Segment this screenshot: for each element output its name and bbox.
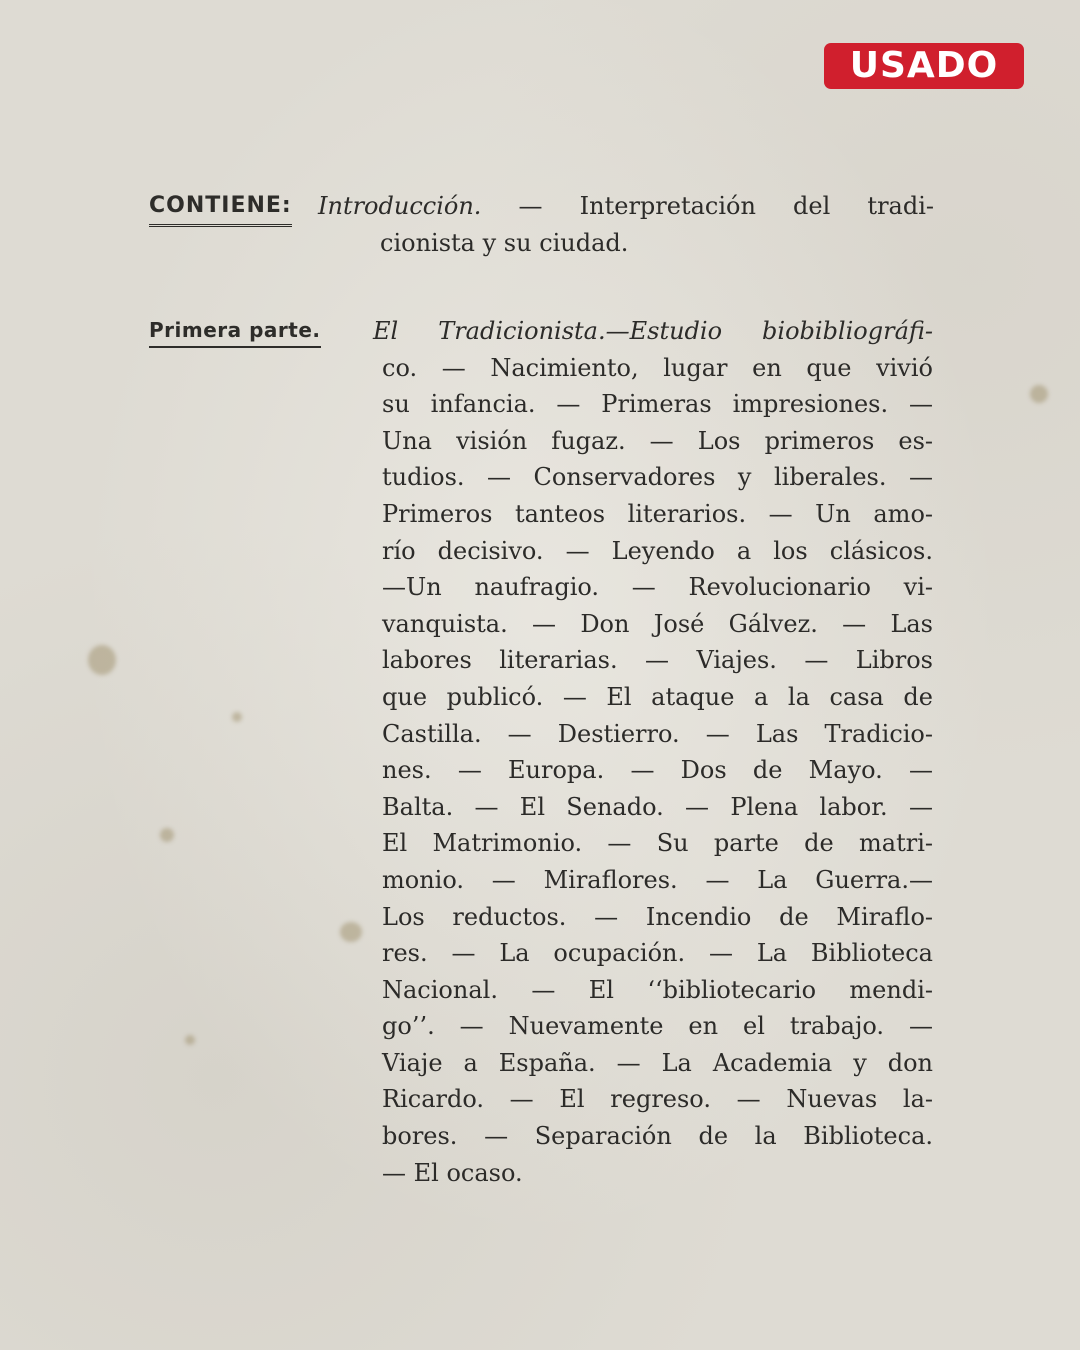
primera-parte-line: vanquista. — Don José Gálvez. — Las <box>382 609 933 638</box>
contiene-label: CONTIENE: <box>149 193 292 227</box>
primera-parte-line: Nacional. — El ‘‘bibliotecario mendi- <box>382 975 933 1004</box>
introduccion-title: Introducción. <box>318 192 482 220</box>
primera-parte-label: Primera parte. <box>149 318 321 348</box>
paper-stain <box>340 922 362 942</box>
primera-parte-line: río decisivo. — Leyendo a los clásicos. <box>382 536 933 565</box>
primera-parte-line: —Un naufragio. — Revolucionario vi- <box>382 573 933 602</box>
primera-parte-line: Los reductos. — Incendio de Miraflo- <box>382 902 933 931</box>
primera-parte-line: bores. — Separación de la Biblioteca. <box>382 1122 933 1151</box>
paper-stain <box>1030 385 1048 403</box>
primera-parte-line: su infancia. — Primeras impresiones. — <box>382 390 933 419</box>
paper-stain <box>88 645 116 675</box>
contiene-line: cionista y su ciudad. <box>380 228 629 257</box>
primera-parte-line: go’’. — Nuevamente en el trabajo. — <box>382 1012 933 1041</box>
paper-stain <box>185 1035 195 1045</box>
primera-parte-line: El Tradicionista.—Estudio biobibliográfi- <box>373 317 933 345</box>
primera-parte-line: labores literarias. — Viajes. — Libros <box>382 646 933 675</box>
primera-parte-line: Primeros tanteos literarios. — Un amo- <box>382 499 933 528</box>
paper-stain <box>232 712 242 722</box>
primera-parte-line: Ricardo. — El regreso. — Nuevas la- <box>382 1085 933 1114</box>
paper-stain <box>160 828 174 842</box>
primera-parte-line: — El ocaso. <box>382 1158 523 1187</box>
primera-parte-line: Una visión fugaz. — Los primeros es- <box>382 426 933 455</box>
primera-parte-text <box>373 313 933 1191</box>
contiene-line <box>318 188 934 225</box>
primera-parte-line: tudios. — Conservadores y liberales. — <box>382 463 933 492</box>
primera-parte-line: que publicó. — El ataque a la casa de <box>382 682 933 711</box>
contiene-line-text: — Interpretación del tradi- <box>481 192 934 220</box>
primera-parte-line: Viaje a España. — La Academia y don <box>382 1048 933 1077</box>
primera-parte-line: res. — La ocupación. — La Biblioteca <box>382 939 933 968</box>
primera-parte-line: co. — Nacimiento, lugar en que vivió <box>382 353 933 382</box>
primera-parte-line: Castilla. — Destierro. — Las Tradicio- <box>382 719 933 748</box>
primera-parte-line: Balta. — El Senado. — Plena labor. — <box>382 792 933 821</box>
primera-parte-line: El Matrimonio. — Su parte de matri- <box>382 829 933 858</box>
primera-parte-line: monio. — Miraflores. — La Guerra.— <box>382 865 933 894</box>
contiene-text <box>318 188 934 261</box>
used-badge: USADO <box>824 43 1024 89</box>
primera-parte-line: nes. — Europa. — Dos de Mayo. — <box>382 756 933 785</box>
